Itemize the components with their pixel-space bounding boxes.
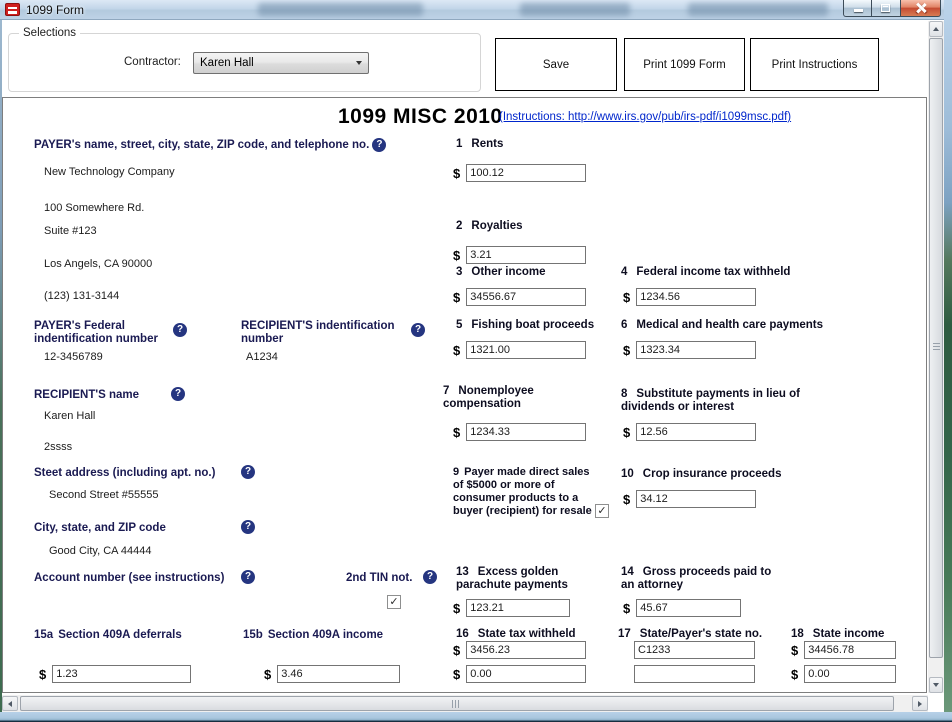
account-number-label: Account number (see instructions) (34, 572, 225, 584)
box10-input[interactable] (636, 490, 756, 508)
window-border-right (944, 0, 952, 722)
box15a-label: 15a Section 409A deferrals (34, 629, 182, 641)
box2-label: 2 Royalties (456, 220, 523, 232)
payer-info-label: PAYER's name, street, city, state, ZIP code, and telephone no. ? (34, 138, 404, 152)
box6-input[interactable] (636, 341, 756, 359)
checkmark-icon: ✓ (597, 505, 607, 517)
help-icon[interactable]: ? (241, 570, 255, 584)
scroll-right-button[interactable] (912, 696, 928, 711)
close-button[interactable] (900, 0, 941, 17)
second-tin-checkbox[interactable] (387, 595, 401, 609)
box17-label: 17 State/Payer's state no. (618, 628, 763, 640)
box6-field: $ 1323.34 (623, 341, 756, 359)
scroll-down-icon (933, 683, 939, 687)
box17-field-row2 (634, 665, 755, 683)
help-icon[interactable]: ? (411, 323, 425, 337)
contractor-selected-value: Karen Hall (200, 57, 254, 69)
instructions-link[interactable]: (Instructions: http://www.irs.gov/pub/irs-pdf/i1099msc.pdf) (499, 111, 792, 123)
vertical-scrollbar[interactable] (928, 21, 944, 693)
city-state-zip-label: City, state, and ZIP code (34, 522, 166, 534)
titlebar-ghost (520, 3, 630, 16)
scroll-left-button[interactable] (2, 696, 18, 711)
box7-label: 7 Nonemployee compensation (443, 385, 534, 410)
help-icon[interactable]: ? (171, 387, 185, 401)
horizontal-scrollbar-thumb[interactable] (20, 696, 894, 711)
box3-label: 3 Other income (456, 266, 546, 278)
box3-input[interactable] (466, 288, 586, 306)
box4-label: 4 Federal income tax withheld (621, 266, 791, 278)
box14-input[interactable] (636, 599, 741, 617)
payer-street: 100 Somewhere Rd. (44, 202, 145, 214)
box15b-field: $ 3.46 (264, 665, 400, 683)
scroll-down-button[interactable] (929, 677, 943, 693)
box13-label: 13 Excess golden parachute payments (456, 566, 568, 591)
box16-label: 16 State tax withheld (456, 628, 576, 640)
app-icon (5, 3, 20, 16)
minimize-icon (854, 9, 863, 12)
recipient-id-value: A1234 (246, 351, 278, 363)
box1-input[interactable] (466, 164, 586, 182)
chevron-down-icon[interactable] (350, 54, 367, 72)
box6-label: 6 Medical and health care payments (621, 319, 824, 331)
box14-field: $ 45.67 (623, 599, 741, 617)
recipient-name-line1: Karen Hall (44, 410, 96, 422)
box3-field: $ 34556.67 (453, 288, 586, 306)
box10-label: 10 Crop insurance proceeds (621, 468, 782, 480)
box17-input-row2[interactable] (634, 665, 755, 683)
box1-label: 1 Rents (456, 138, 504, 150)
help-icon[interactable]: ? (372, 138, 386, 152)
box18-input-row1[interactable] (804, 641, 896, 659)
form-title: 1099 MISC 2010 (338, 105, 503, 128)
help-icon[interactable]: ? (241, 520, 255, 534)
box8-label: 8 Substitute payments in lieu of dividends or interest (621, 388, 800, 413)
box5-label: 5 Fishing boat proceeds (456, 319, 595, 331)
checkmark-icon: ✓ (389, 596, 399, 608)
box5-input[interactable] (466, 341, 586, 359)
payer-phone: (123) 131-3144 (44, 290, 120, 302)
city-state-zip-value: Good City, CA 44444 (49, 545, 152, 557)
box18-input-row2[interactable] (804, 665, 896, 683)
window-border-bottom (0, 712, 952, 722)
contractor-select[interactable] (193, 52, 369, 74)
titlebar[interactable] (0, 0, 952, 20)
payer-suite: Suite #123 (44, 225, 97, 237)
scroll-left-icon (8, 701, 12, 707)
help-icon[interactable]: ? (241, 465, 255, 479)
save-button[interactable]: Save (495, 38, 617, 91)
box15b-input[interactable] (277, 665, 400, 683)
box7-field: $ 1234.33 (453, 423, 586, 441)
box15b-label: 15b Section 409A income (243, 629, 384, 641)
box10-field: $ 34.12 (623, 490, 756, 508)
box18-field-row2: $ 0.00 (791, 665, 896, 683)
header (2, 21, 928, 97)
box2-field: $ 3.21 (453, 246, 586, 264)
help-icon[interactable]: ? (423, 570, 437, 584)
box15a-input[interactable] (52, 665, 191, 683)
window-controls (843, 0, 941, 17)
form-1099-panel (2, 97, 927, 693)
window-border-left (0, 20, 2, 722)
recipient-name-label: RECIPIENT'S name (34, 389, 139, 401)
horizontal-scrollbar[interactable] (2, 695, 928, 712)
street-address-value: Second Street #55555 (49, 489, 159, 501)
box16-field-row1: $ 3456.23 (453, 641, 586, 659)
scroll-right-icon (918, 701, 922, 707)
box18-field-row1: $ 34456.78 (791, 641, 896, 659)
selections-group-label: Selections (19, 27, 80, 39)
box17-input-row1[interactable] (634, 641, 755, 659)
minimize-button[interactable] (843, 0, 872, 17)
recipient-name-line2: 2ssss (44, 441, 73, 453)
payer-city-state-zip: Los Angels, CA 90000 (44, 258, 153, 270)
box9-checkbox[interactable] (595, 504, 609, 518)
box5-field: $ 1321.00 (453, 341, 586, 359)
box15a-field: $ 1.23 (39, 665, 191, 683)
recipient-id-label: RECIPIENT'S indentification number (241, 320, 395, 345)
street-address-label: Steet address (including apt. no.) (34, 467, 216, 479)
contractor-label: Contractor: (124, 56, 181, 68)
box4-field: $ 1234.56 (623, 288, 756, 306)
vertical-scrollbar-thumb[interactable] (929, 38, 943, 658)
close-icon (916, 3, 926, 13)
payer-name: New Technology Company (44, 166, 175, 178)
box7-input[interactable] (466, 423, 586, 441)
box17-field-row1 (634, 641, 755, 659)
box13-field: $ 123.21 (453, 599, 570, 617)
box16-input-row1[interactable] (466, 641, 586, 659)
box16-field-row2: $ 0.00 (453, 665, 586, 683)
payer-fed-id-label: PAYER's Federal indentification number (34, 320, 158, 345)
print-instructions-button[interactable]: Print Instructions (750, 38, 879, 91)
box13-input[interactable] (466, 599, 570, 617)
titlebar-ghost (258, 3, 423, 16)
help-icon[interactable]: ? (173, 323, 187, 337)
box2-input[interactable] (466, 246, 586, 264)
scroll-up-icon (933, 27, 939, 31)
box14-label: 14 Gross proceeds paid to an attorney (621, 566, 772, 591)
box18-label: 18 State income (791, 628, 885, 640)
box8-field: $ 12.56 (623, 423, 756, 441)
window-title: 1099 Form (26, 3, 85, 17)
scroll-up-button[interactable] (929, 21, 943, 37)
box16-input-row2[interactable] (466, 665, 586, 683)
box9-label: 9 Payer made direct sales of $5000 or more of consumer products to a buyer (recipient) for resale (453, 466, 592, 517)
box4-input[interactable] (636, 288, 756, 306)
box1-field: $ 100.12 (453, 164, 586, 182)
titlebar-ghost (688, 3, 828, 16)
second-tin-label: 2nd TIN not. (346, 572, 413, 584)
restore-button[interactable] (872, 0, 900, 17)
restore-icon (881, 4, 890, 12)
print-1099-form-button[interactable]: Print 1099 Form (624, 38, 745, 91)
payer-fed-id-value: 12-3456789 (44, 351, 103, 363)
box8-input[interactable] (636, 423, 756, 441)
selections-group (8, 27, 481, 92)
